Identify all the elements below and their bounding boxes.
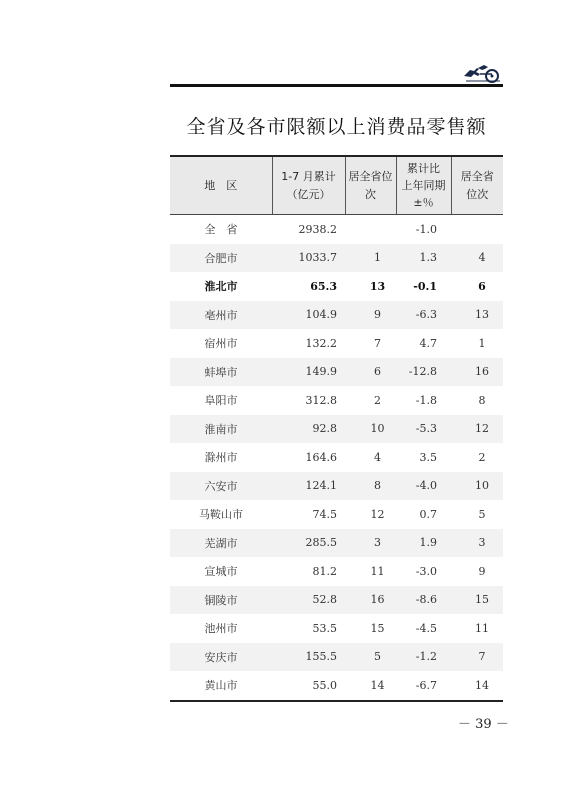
cell-value: 55.0 xyxy=(272,671,345,700)
cell-growth-rank xyxy=(451,215,503,244)
cell-growth: -0.1 xyxy=(396,272,451,301)
horse-carriage-logo-icon xyxy=(462,62,502,84)
cell-growth-rank: 7 xyxy=(451,643,503,672)
cell-region: 铜陵市 xyxy=(170,586,272,615)
cell-growth-rank: 4 xyxy=(451,244,503,273)
cell-value: 92.8 xyxy=(272,415,345,444)
table-row xyxy=(170,529,503,558)
cell-rank xyxy=(345,215,396,244)
cell-growth: -6.7 xyxy=(396,671,451,700)
header-growth-rank: 居全省 位次 xyxy=(451,157,503,215)
table-row xyxy=(170,614,503,643)
cell-value: 149.9 xyxy=(272,358,345,387)
cell-value: 155.5 xyxy=(272,643,345,672)
table-row xyxy=(170,215,503,244)
page-title: 全省及各市限额以上消费品零售额 xyxy=(186,116,487,138)
table-row-highlight xyxy=(170,272,503,301)
cell-region: 淮北市 xyxy=(170,272,272,301)
cell-growth-rank: 16 xyxy=(451,358,503,387)
cell-value: 164.6 xyxy=(272,443,345,472)
header-rank: 居全省位 次 xyxy=(345,157,396,215)
table-row xyxy=(170,386,503,415)
table-row xyxy=(170,500,503,529)
table-row xyxy=(170,329,503,358)
cell-growth-rank: 2 xyxy=(451,443,503,472)
cell-rank: 6 xyxy=(345,358,396,387)
cell-rank: 5 xyxy=(345,643,396,672)
cell-rank: 10 xyxy=(345,415,396,444)
cell-growth: -3.0 xyxy=(396,557,451,586)
cell-rank: 9 xyxy=(345,301,396,330)
cell-region: 蚌埠市 xyxy=(170,358,272,387)
cell-value: 124.1 xyxy=(272,472,345,501)
retail-sales-table xyxy=(170,155,503,702)
cell-growth: -4.5 xyxy=(396,614,451,643)
cell-growth: 3.5 xyxy=(396,443,451,472)
cell-rank: 7 xyxy=(345,329,396,358)
cell-growth-rank: 6 xyxy=(451,272,503,301)
table-row xyxy=(170,415,503,444)
cell-growth: -6.3 xyxy=(396,301,451,330)
cell-growth: -1.2 xyxy=(396,643,451,672)
cell-rank: 4 xyxy=(345,443,396,472)
header-cumulative: 1-7 月累计 （亿元） xyxy=(272,157,345,215)
cell-growth-rank: 5 xyxy=(451,500,503,529)
cell-rank: 16 xyxy=(345,586,396,615)
table-row xyxy=(170,472,503,501)
cell-value: 53.5 xyxy=(272,614,345,643)
cell-rank: 3 xyxy=(345,529,396,558)
cell-growth: -5.3 xyxy=(396,415,451,444)
cell-value: 132.2 xyxy=(272,329,345,358)
cell-rank: 2 xyxy=(345,386,396,415)
cell-growth-rank: 13 xyxy=(451,301,503,330)
cell-rank: 13 xyxy=(345,272,396,301)
cell-growth: -1.8 xyxy=(396,386,451,415)
cell-region: 黄山市 xyxy=(170,671,272,700)
cell-value: 285.5 xyxy=(272,529,345,558)
cell-region: 亳州市 xyxy=(170,301,272,330)
cell-rank: 11 xyxy=(345,557,396,586)
table-row xyxy=(170,557,503,586)
cell-growth-rank: 9 xyxy=(451,557,503,586)
cell-rank: 8 xyxy=(345,472,396,501)
cell-growth: -4.0 xyxy=(396,472,451,501)
header-growth: 累计比 上年同期 ±％ xyxy=(396,157,451,215)
cell-value: 312.8 xyxy=(272,386,345,415)
cell-growth-rank: 15 xyxy=(451,586,503,615)
table-row xyxy=(170,443,503,472)
header-region: 地 区 xyxy=(170,157,272,215)
cell-region: 芜湖市 xyxy=(170,529,272,558)
cell-value: 81.2 xyxy=(272,557,345,586)
cell-growth-rank: 3 xyxy=(451,529,503,558)
cell-region: 阜阳市 xyxy=(170,386,272,415)
cell-growth-rank: 14 xyxy=(451,671,503,700)
cell-growth: -1.0 xyxy=(396,215,451,244)
cell-value: 65.3 xyxy=(272,272,345,301)
cell-growth-rank: 12 xyxy=(451,415,503,444)
cell-region: 六安市 xyxy=(170,472,272,501)
cell-value: 2938.2 xyxy=(272,215,345,244)
cell-region: 宿州市 xyxy=(170,329,272,358)
cell-growth: 1.3 xyxy=(396,244,451,273)
cell-rank: 1 xyxy=(345,244,396,273)
cell-growth-rank: 8 xyxy=(451,386,503,415)
table-row xyxy=(170,358,503,387)
cell-growth: -8.6 xyxy=(396,586,451,615)
cell-value: 1033.7 xyxy=(272,244,345,273)
table-row xyxy=(170,586,503,615)
cell-region: 马鞍山市 xyxy=(170,500,272,529)
cell-growth-rank: 11 xyxy=(451,614,503,643)
table-row xyxy=(170,301,503,330)
table-header-row xyxy=(170,157,503,215)
cell-value: 104.9 xyxy=(272,301,345,330)
cell-region: 全 省 xyxy=(170,215,272,244)
cell-value: 52.8 xyxy=(272,586,345,615)
cell-region: 合肥市 xyxy=(170,244,272,273)
cell-region: 淮南市 xyxy=(170,415,272,444)
cell-region: 宣城市 xyxy=(170,557,272,586)
cell-region: 滁州市 xyxy=(170,443,272,472)
cell-growth-rank: 1 xyxy=(451,329,503,358)
cell-growth: 1.9 xyxy=(396,529,451,558)
cell-value: 74.5 xyxy=(272,500,345,529)
cell-growth: 0.7 xyxy=(396,500,451,529)
cell-rank: 14 xyxy=(345,671,396,700)
table-row xyxy=(170,643,503,672)
cell-rank: 15 xyxy=(345,614,396,643)
cell-rank: 12 xyxy=(345,500,396,529)
cell-growth-rank: 10 xyxy=(451,472,503,501)
cell-growth: -12.8 xyxy=(396,358,451,387)
cell-region: 安庆市 xyxy=(170,643,272,672)
cell-growth: 4.7 xyxy=(396,329,451,358)
table-row xyxy=(170,671,503,700)
header-rule xyxy=(170,84,503,87)
cell-region: 池州市 xyxy=(170,614,272,643)
page-number: － 39 － xyxy=(458,717,509,732)
table-row xyxy=(170,244,503,273)
